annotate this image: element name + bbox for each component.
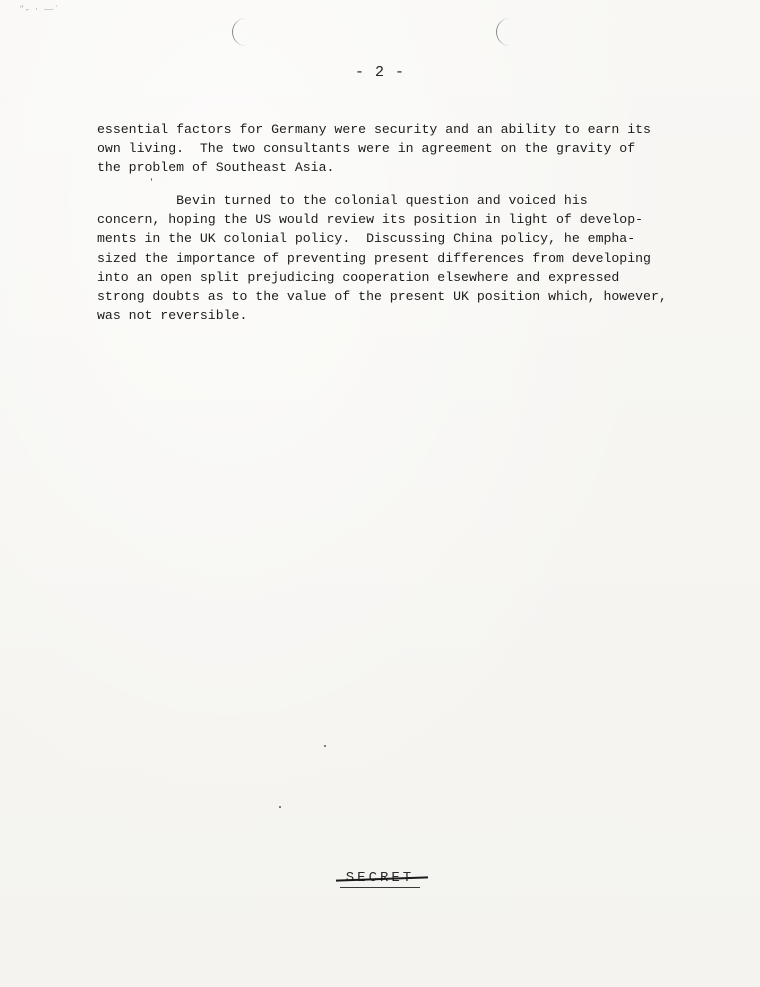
paragraph-line: strong doubts as to the value of the present UK position which, however,: [97, 289, 667, 305]
paragraph-line: concern, hoping the US would review its position in light of develop-: [97, 212, 644, 228]
paragraph-line: own living. The two consultants were in agreement on the gravity of: [97, 141, 636, 157]
paragraph-2: [97, 191, 670, 325]
paragraph-1: [97, 120, 670, 178]
paragraph-line: was not reversible.: [97, 308, 248, 324]
paper-speck: [151, 178, 152, 181]
corner-handwritten-mark: ″- · —˙: [20, 4, 61, 14]
page-number: - 2 -: [354, 64, 405, 81]
paragraph-line: into an open split prejudicing cooperation elsewhere and expressed: [97, 269, 620, 285]
binder-punch-mark-right: [496, 18, 515, 46]
paper-speck: [279, 806, 281, 808]
binder-punch-mark-left: [232, 18, 251, 46]
paragraph-line: sized the importance of preventing present differences from developing: [97, 250, 651, 266]
classification-stamp: [342, 870, 418, 886]
paper-speck: [324, 745, 326, 747]
classification-label: SECRET: [345, 870, 415, 886]
paragraph-line: Bevin turned to the colonial question and voiced his: [97, 193, 588, 208]
classification-underline: [340, 887, 420, 888]
classification-marking: [0, 870, 760, 886]
paragraph-line: ments in the UK colonial policy. Discussing China policy, he empha-: [97, 231, 636, 247]
paragraph-line: the problem of Southeast Asia.: [97, 160, 335, 176]
paragraph-line: essential factors for Germany were security and an ability to earn its: [97, 122, 651, 137]
